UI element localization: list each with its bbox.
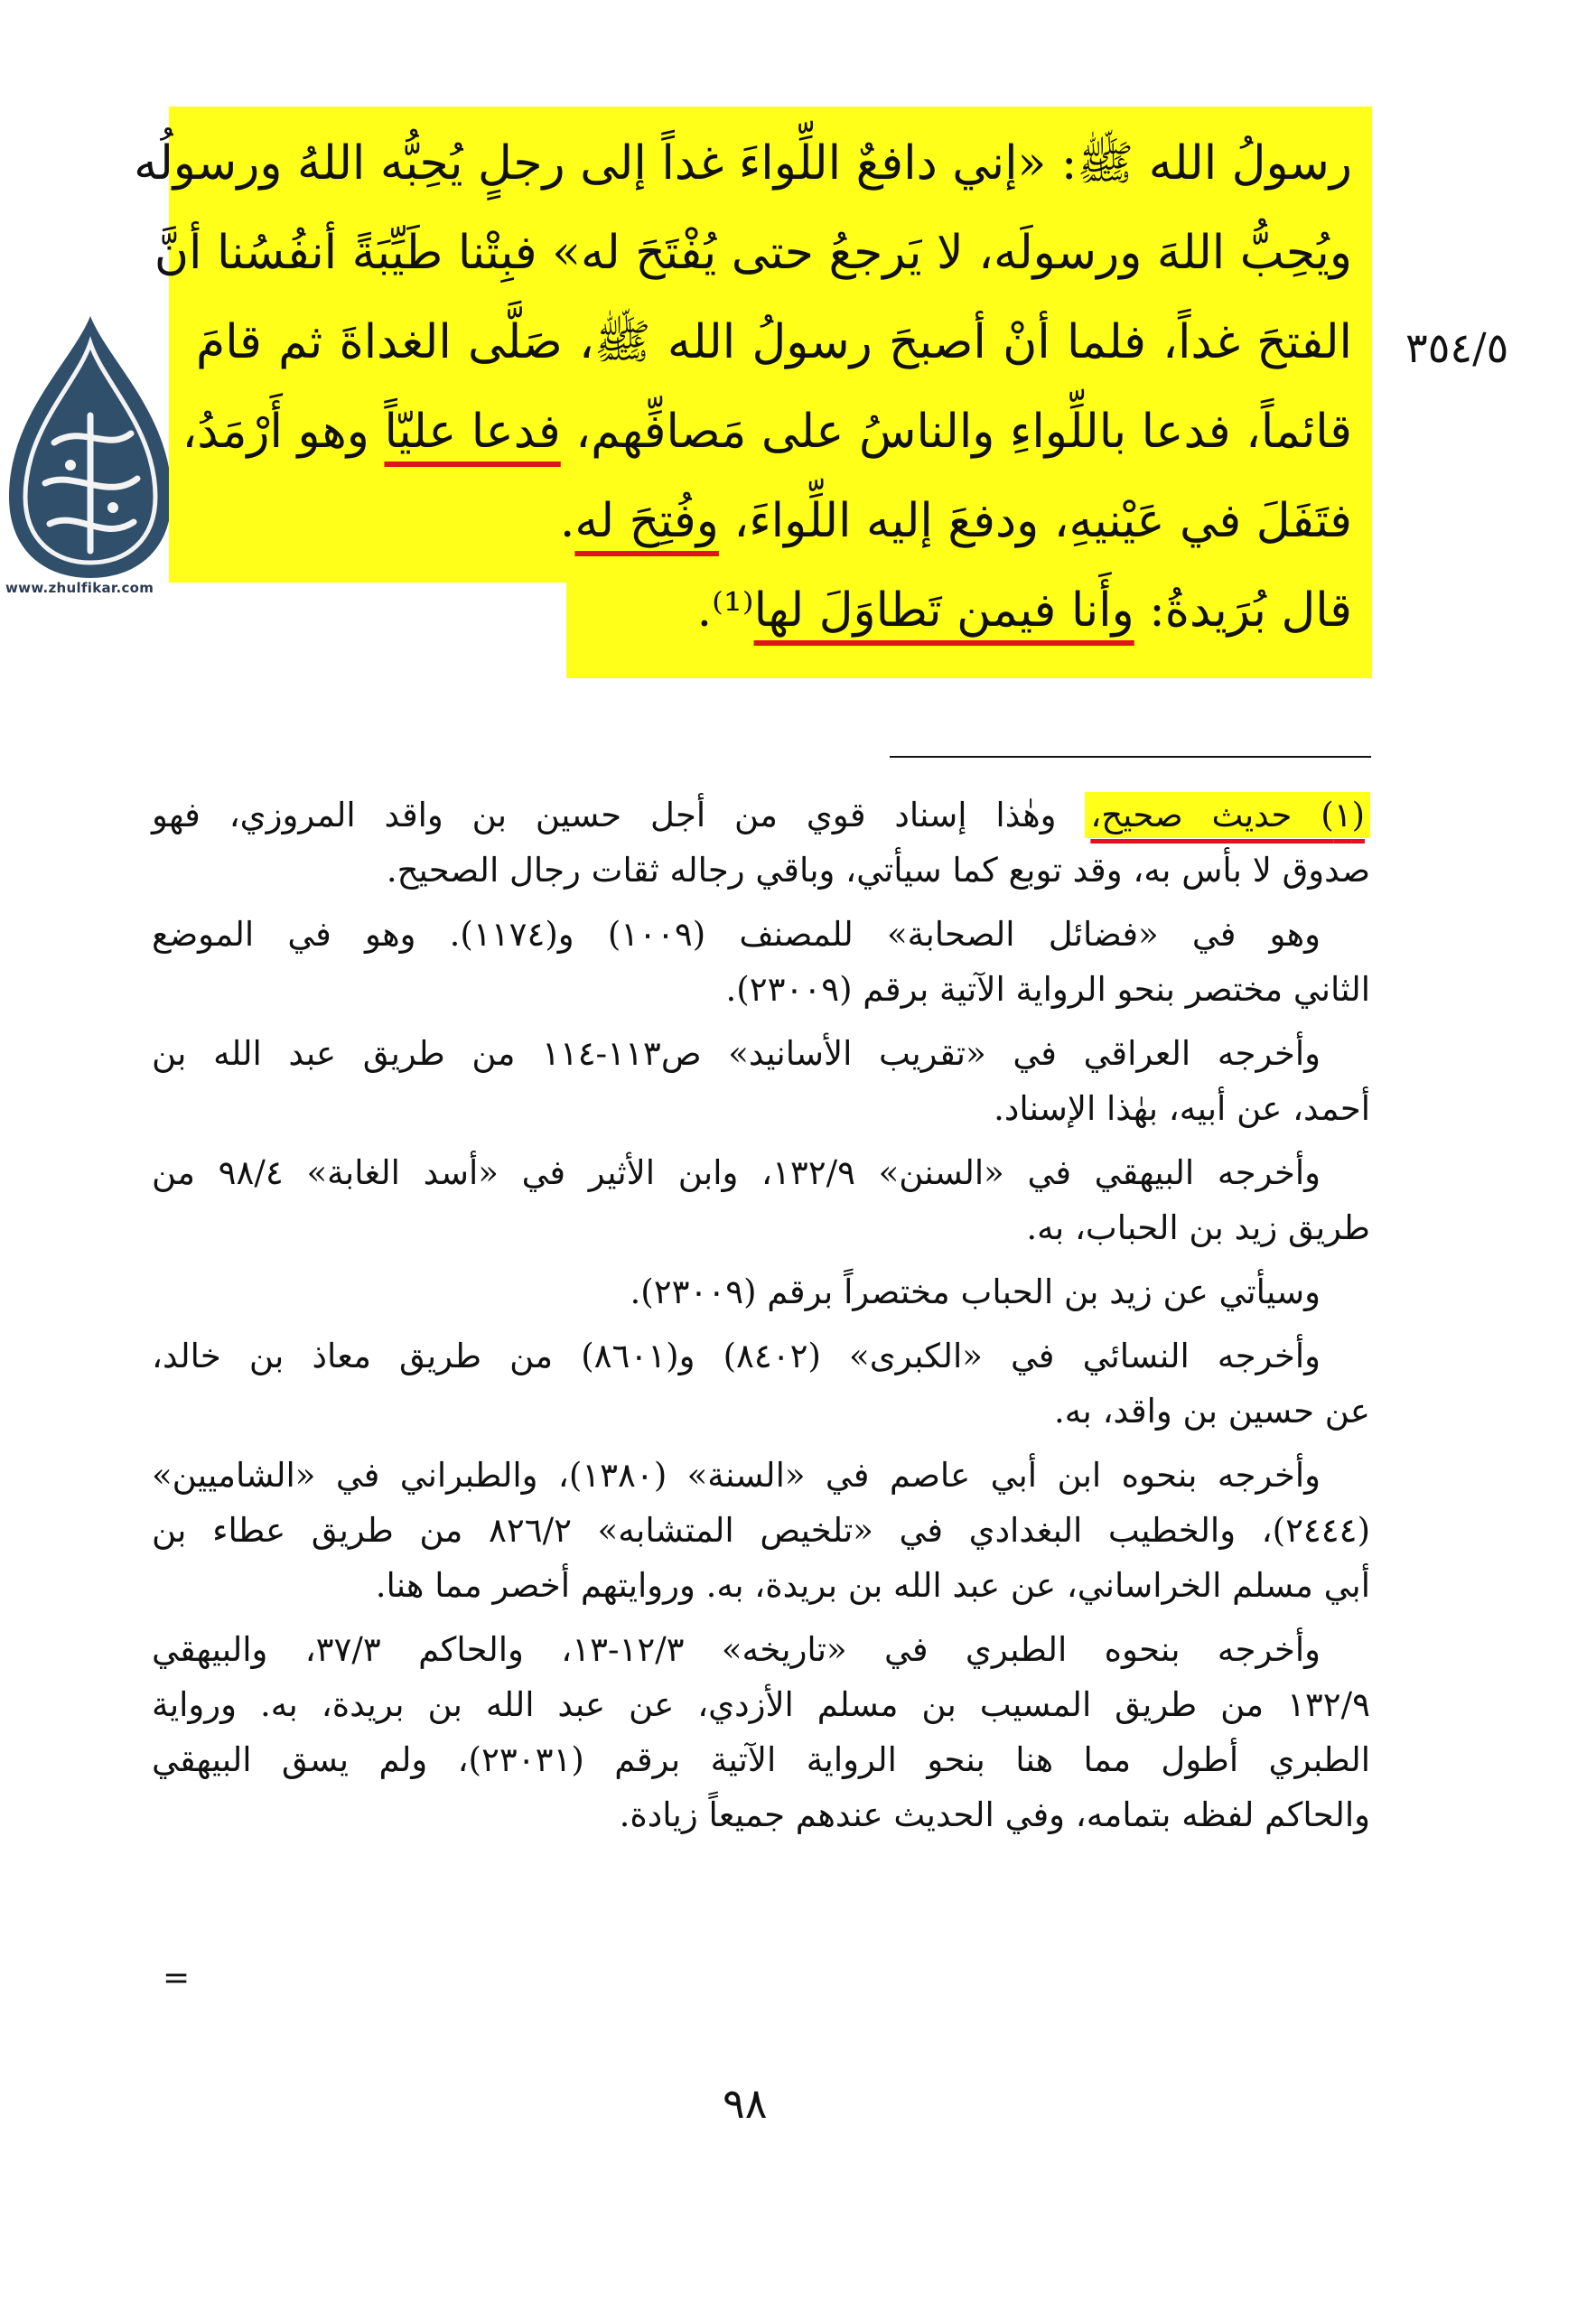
hadith-line-6-text-a: قال بُرَيدةُ: xyxy=(1134,583,1352,638)
hadith-line-3: الفتحَ غداً، فلما أنْ أصبحَ رسولُ الله ﷺ، صَلَّى الغداةَ ثم قامَ xyxy=(196,315,1352,369)
footnote-separator xyxy=(890,756,1371,758)
footnote-line-3: وهو في «فضائل الصحابة» للمصنف (١٠٠٩) و(١١٧٤). وهو في الموضع xyxy=(152,915,1321,954)
hadith-line-5-text-a: فتَفَلَ في عَيْنيهِ، ودفعَ إليه اللِّواءَ، xyxy=(718,494,1352,548)
underlined-phrase-buraydah: وأَنا فيمن تَطاوَلَ لها xyxy=(753,583,1134,638)
footnote-line-18: والحاكم لفظه بتمامه، وفي الحديث عندهم جميعاً زيادة. xyxy=(619,1795,1370,1834)
footnotes-block xyxy=(152,788,1370,1842)
footnote-line-6: أحمد، عن أبيه، بهٰذا الإسناد. xyxy=(994,1089,1370,1128)
footnote-line-11: عن حسين بن واقد، به. xyxy=(1053,1392,1370,1431)
underlined-grading-text: (١) حديث صحيح، xyxy=(1090,796,1365,834)
highlighted-grading xyxy=(1085,792,1370,838)
hadith-line-2: ويُحِبُّ اللهَ ورسولَه، لا يَرجعُ حتى يُفْتَحَ له» فبِتْنا طَيِّبَةً أنفُسُنا أنَّ xyxy=(154,226,1352,280)
page-number: ٩٨ xyxy=(723,2079,768,2128)
footnote-line-15: وأخرجه بنحوه الطبري في «تاريخه» ١٢/٣-١٣، والحاكم ٣٧/٣، والبيهقي xyxy=(152,1630,1321,1669)
footnote-line-12: وأخرجه بنحوه ابن أبي عاصم في «السنة» (١٣٨٠)، والطبراني في «الشاميين» xyxy=(152,1456,1321,1495)
hadith-line-4-text-b: وهو أَرْمَدُ، xyxy=(182,405,385,459)
hadith-line-5-text-b: . xyxy=(559,494,575,548)
footnote-line-14: أبي مسلم الخراساني، عن عبد الله بن بريدة، به. وروايتهم أخصر مما هنا. xyxy=(375,1566,1370,1605)
footnote-line-9: وسيأتي عن زيد بن الحباب مختصراً برقم (٢٣٠٠٩). xyxy=(630,1273,1321,1311)
footnote-line-17: الطبري أطول مما هنا بنحو الرواية الآتية برقم (٢٣٠٣١)، ولم يسق البيهقي xyxy=(152,1740,1370,1779)
logo-url-text: www.zhulfikar.com xyxy=(5,580,154,596)
footnote-line-5: وأخرجه العراقي في «تقريب الأسانيد» ص١١٣-١١٤ من طريق عبد الله بن xyxy=(152,1034,1321,1073)
footnote-line-13: (٢٤٤٤)، والخطيب البغدادي في «تلخيص المتشابه» ٨٢٦/٢ من طريق عطاء بن xyxy=(152,1511,1370,1550)
footnote-line-4: الثاني مختصر بنحو الرواية الآتية برقم (٢٣٠٠٩). xyxy=(725,970,1370,1009)
hadith-line-5 xyxy=(196,477,1352,566)
hadith-line-4 xyxy=(182,387,1352,477)
zhulfikar-logo-icon xyxy=(0,307,181,614)
footnote-line-1-rest: وهٰذا إسناد قوي من أجل حسين بن واقد المروزي، فهو xyxy=(152,796,1086,834)
footnote-line-2: صدوق لا بأس به، وقد توبع كما سيأتي، وباقي رجاله ثقات رجال الصحيح. xyxy=(386,851,1370,890)
hadith-line-1: رسولُ الله ﷺ: «إني دافعٌ اللِّواءَ غداً إلى رجلٍ يُحِبُّه اللهُ ورسولُه xyxy=(134,136,1352,191)
margin-reference: ٣٥٤/٥ xyxy=(1405,323,1509,372)
footnote-line-1 xyxy=(152,788,1370,843)
highlight-gap xyxy=(169,583,566,678)
footnote-line-10: وأخرجه النسائي في «الكبرى» (٨٤٠٢) و(٨٦٠١) من طريق معاذ بن خالد، xyxy=(152,1337,1321,1375)
footnote-line-16: ١٣٢/٩ من طريق المسيب بن مسلم الأزدي، عن عبد الله بن بريدة، به. ورواية xyxy=(152,1685,1370,1724)
footnote-line-7: وأخرجه البيهقي في «السنن» ١٣٢/٩، وابن الأثير في «أسد الغابة» ٩٨/٤ من xyxy=(152,1153,1321,1192)
underlined-phrase-victory: وفُتِحَ له xyxy=(574,494,719,548)
continuation-mark: = xyxy=(163,1960,191,1997)
footnote-marker: ⁽¹⁾. xyxy=(696,583,754,638)
footnote-line-8: طريق زيد بن الحباب، به. xyxy=(1026,1208,1370,1247)
hadith-line-4-text-a: قائماً، فدعا باللِّواءِ والناسُ على مَصافِّهم، xyxy=(560,405,1352,459)
underlined-phrase-ali: فدعا عليّاً xyxy=(384,405,561,459)
